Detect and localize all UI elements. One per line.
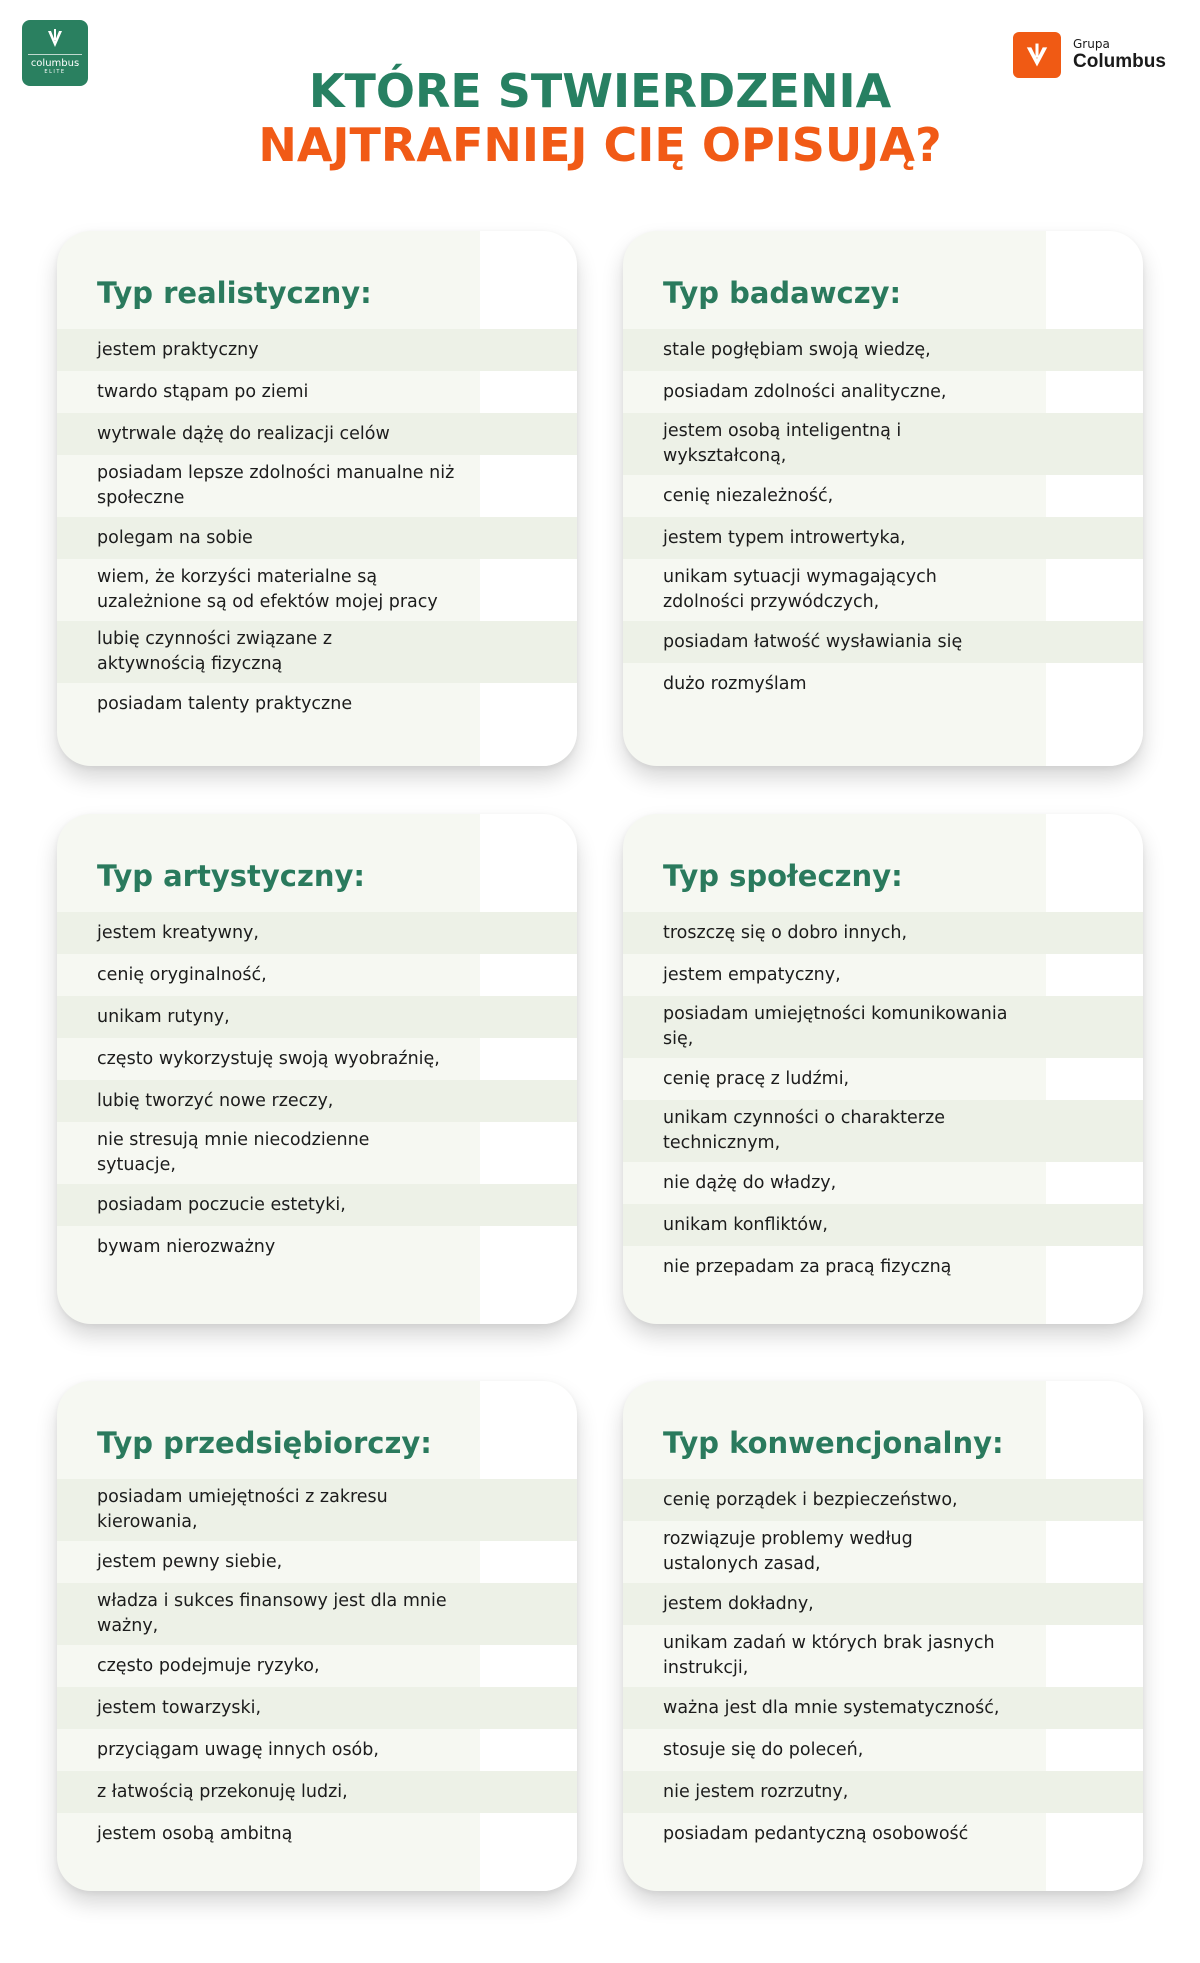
title-line-1: KTÓRE STWIERDZENIA (308, 64, 892, 118)
card-title: Typ badawczy: (663, 276, 902, 310)
list-item: nie jestem rozrzutny, (623, 1771, 1143, 1813)
list-item: lubię tworzyć nowe rzeczy, (57, 1080, 577, 1122)
list-item: cenię oryginalność, (97, 964, 267, 985)
list-item: twardo stąpam po ziemi (97, 381, 309, 402)
list-item: cenię pracę z ludźmi, (663, 1068, 850, 1089)
columbus-leaf-icon (44, 28, 66, 48)
list-item: cenię porządek i bezpieczeństwo, (623, 1479, 1143, 1521)
list-item: posiadam umiejętności komunikowania się, (623, 996, 1143, 1058)
list-item: jestem kreatywny, (57, 912, 577, 954)
statement-list (623, 1479, 1143, 1855)
left-logo-sub: ELITE (44, 69, 66, 75)
card-title: Typ artystyczny: (97, 859, 365, 893)
list-item: jestem dokładny, (623, 1583, 1143, 1625)
list-item: stosuje się do poleceń, (663, 1739, 864, 1760)
card-title: Typ konwencjonalny: (663, 1426, 1004, 1460)
list-item: stale pogłębiam swoją wiedzę, (623, 329, 1143, 371)
list-item: często wykorzystuję swoją wyobraźnię, (97, 1048, 440, 1069)
card-title: Typ społeczny: (663, 859, 903, 893)
card-spoleczny (623, 814, 1143, 1324)
card-badawczy (623, 231, 1143, 766)
list-item: bywam nierozważny (97, 1236, 276, 1257)
logo-divider (28, 54, 82, 55)
right-logo-big: Columbus (1073, 50, 1166, 72)
list-item: posiadam lepsze zdolności manualne niż społeczne (97, 463, 455, 508)
list-item: nie przepadam za pracą fizyczną (663, 1256, 952, 1277)
list-item: często podejmuje ryzyko, (97, 1655, 320, 1676)
list-item: rozwiązuje problemy według ustalonych zasad, (663, 1529, 913, 1574)
list-item: ważna jest dla mnie systematyczność, (623, 1687, 1143, 1729)
list-item: posiadam talenty praktyczne (97, 693, 353, 714)
list-item: cenię niezależność, (663, 485, 834, 506)
statement-list (57, 912, 577, 1268)
title-line-2: NAJTRAFNIEJ CIĘ OPISUJĄ? (258, 118, 942, 172)
list-item: posiadam łatwość wysławiania się (623, 621, 1143, 663)
list-item: unikam rutyny, (57, 996, 577, 1038)
statement-list (623, 329, 1143, 705)
card-realistyczny (57, 231, 577, 766)
right-logo-small: Grupa (1073, 36, 1110, 51)
page-title (0, 64, 1200, 172)
card-title: Typ przedsiębiorczy: (97, 1426, 432, 1460)
statement-list (623, 912, 1143, 1288)
card-przedsiebiorczy (57, 1381, 577, 1891)
list-item: jestem typem introwertyka, (623, 517, 1143, 559)
list-item: nie dążę do władzy, (663, 1172, 837, 1193)
list-item: unikam zadań w których brak jasnych instrukcji, (663, 1633, 995, 1678)
statement-list (57, 329, 577, 725)
list-item: polegam na sobie (57, 517, 577, 559)
list-item: lubię czynności związane z aktywnością fizyczną (57, 621, 577, 683)
list-item: władza i sukces finansowy jest dla mnie ważny, (57, 1583, 577, 1645)
list-item: nie stresują mnie niecodzienne sytuacje, (97, 1130, 370, 1175)
list-item: unikam sytuacji wymagających zdolności przywódczych, (663, 567, 937, 612)
list-item: posiadam poczucie estetyki, (57, 1184, 577, 1226)
list-item: przyciągam uwagę innych osób, (97, 1739, 379, 1760)
list-item: wiem, że korzyści materialne są uzależnione są od efektów mojej pracy (97, 567, 438, 612)
statement-list (57, 1479, 577, 1855)
list-item: unikam konfliktów, (623, 1204, 1143, 1246)
card-konwencjonalny (623, 1381, 1143, 1891)
list-item: jestem empatyczny, (663, 964, 841, 985)
list-item: posiadam pedantyczną osobowość (663, 1823, 969, 1844)
list-item: jestem praktyczny (57, 329, 577, 371)
list-item: troszczę się o dobro innych, (623, 912, 1143, 954)
card-title: Typ realistyczny: (97, 276, 372, 310)
list-item: posiadam zdolności analityczne, (663, 381, 947, 402)
list-item: jestem osobą ambitną (97, 1823, 293, 1844)
list-item: jestem pewny siebie, (97, 1551, 283, 1572)
list-item: posiadam umiejętności z zakresu kierowania, (57, 1479, 577, 1541)
list-item: unikam czynności o charakterze technicznym, (623, 1100, 1143, 1162)
list-item: dużo rozmyślam (663, 673, 807, 694)
list-item: jestem towarzyski, (57, 1687, 577, 1729)
card-artystyczny (57, 814, 577, 1324)
left-logo-name: columbus (30, 58, 80, 69)
list-item: z łatwością przekonuję ludzi, (57, 1771, 577, 1813)
list-item: jestem osobą inteligentną i wykształconą, (623, 413, 1143, 475)
list-item: wytrwale dążę do realizacji celów (57, 413, 577, 455)
